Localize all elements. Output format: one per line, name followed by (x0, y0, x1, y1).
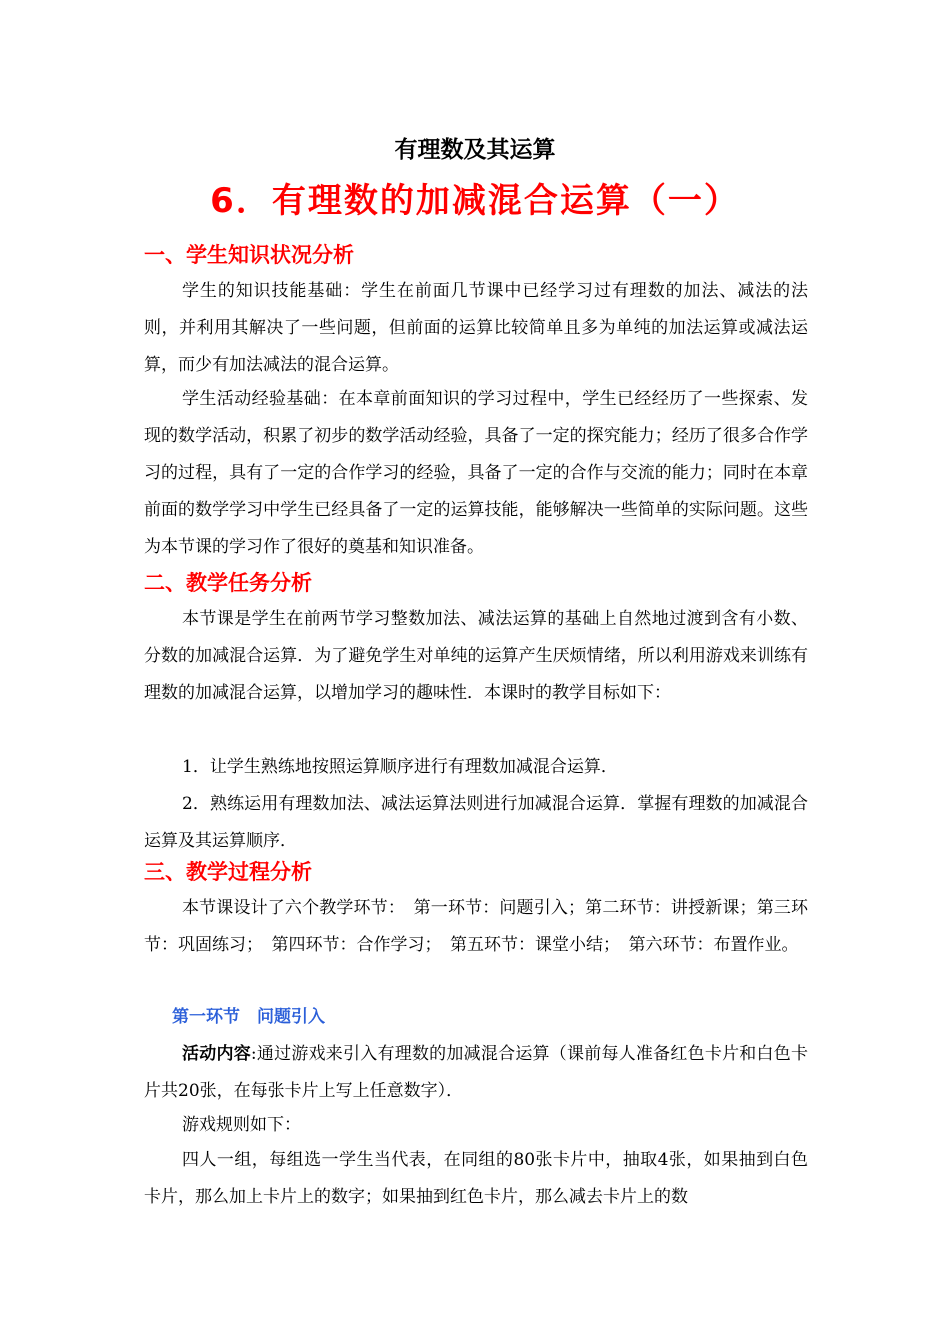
section-heading-3: 三、教学过程分析 (144, 860, 312, 884)
section-2-goal-2: 2．熟练运用有理数加法、减法运算法则进行加减混合运算．掌握有理数的加减混合运算及其运算顺序． (144, 794, 808, 851)
rules-intro: 游戏规则如下： (182, 1115, 301, 1135)
activity-label: 活动内容 (182, 1044, 251, 1064)
section-2-paragraph-1: 本节课是学生在前两节学习整数加法、减法运算的基础上自然地过渡到含有小数、分数的加减混合运算．为了避免学生对单纯的运算产生厌烦情绪，所以利用游戏来训练有理数的加减混合运算，以增加学习的趣味性．本课时的教学目标如下： (144, 609, 808, 703)
section-1-paragraph-2: 学生活动经验基础：在本章前面知识的学习过程中，学生已经经历了一些探索、发现的数学活动，积累了初步的数学活动经验，具备了一定的探究能力；经历了很多合作学习的过程，具有了一定的合作学习的经验，具备了一定的合作与交流的能力；同时在本章前面的数学学习中学生已经具备了一定的运算技能，能够解决一些简单的实际问题。这些为本节课的学习作了很好的奠基和知识准备。 (144, 389, 808, 557)
activity-paragraph (144, 1036, 808, 1110)
subsection-heading: 第一环节 问题引入 (172, 1007, 325, 1027)
section-heading-1: 一、学生知识状况分析 (144, 243, 354, 267)
section-3-paragraph-1: 本节课设计了六个教学环节： 第一环节：问题引入；第二环节：讲授新课；第三环节：巩固练习； 第四环节：合作学习； 第五环节：课堂小结； 第六环节：布置作业。 (144, 898, 808, 955)
lesson-title: 6．有理数的加减混合运算（一） (210, 181, 740, 221)
rules-paragraph: 四人一组，每组选一学生当代表，在同组的80张卡片中，抽取4张，如果抽到白色卡片，那么加上卡片上的数字；如果抽到红色卡片，那么减去卡片上的数 (144, 1150, 808, 1207)
chapter-title: 有理数及其运算 (394, 137, 556, 163)
section-1-paragraph-1: 学生的知识技能基础：学生在前面几节课中已经学习过有理数的加法、减法的法则，并利用其解决了一些问题，但前面的运算比较简单且多为单纯的加法运算或减法运算，而少有加法减法的混合运算。 (144, 281, 808, 375)
section-2-goal-1: 1．让学生熟练地按照运算顺序进行有理数加减混合运算． (182, 757, 618, 777)
activity-text: :通过游戏来引入有理数的加减混合运算（课前每人准备红色卡片和白色卡片共20张，在每张卡片上写上任意数字）． (144, 1044, 808, 1101)
section-heading-2: 二、教学任务分析 (144, 571, 312, 595)
